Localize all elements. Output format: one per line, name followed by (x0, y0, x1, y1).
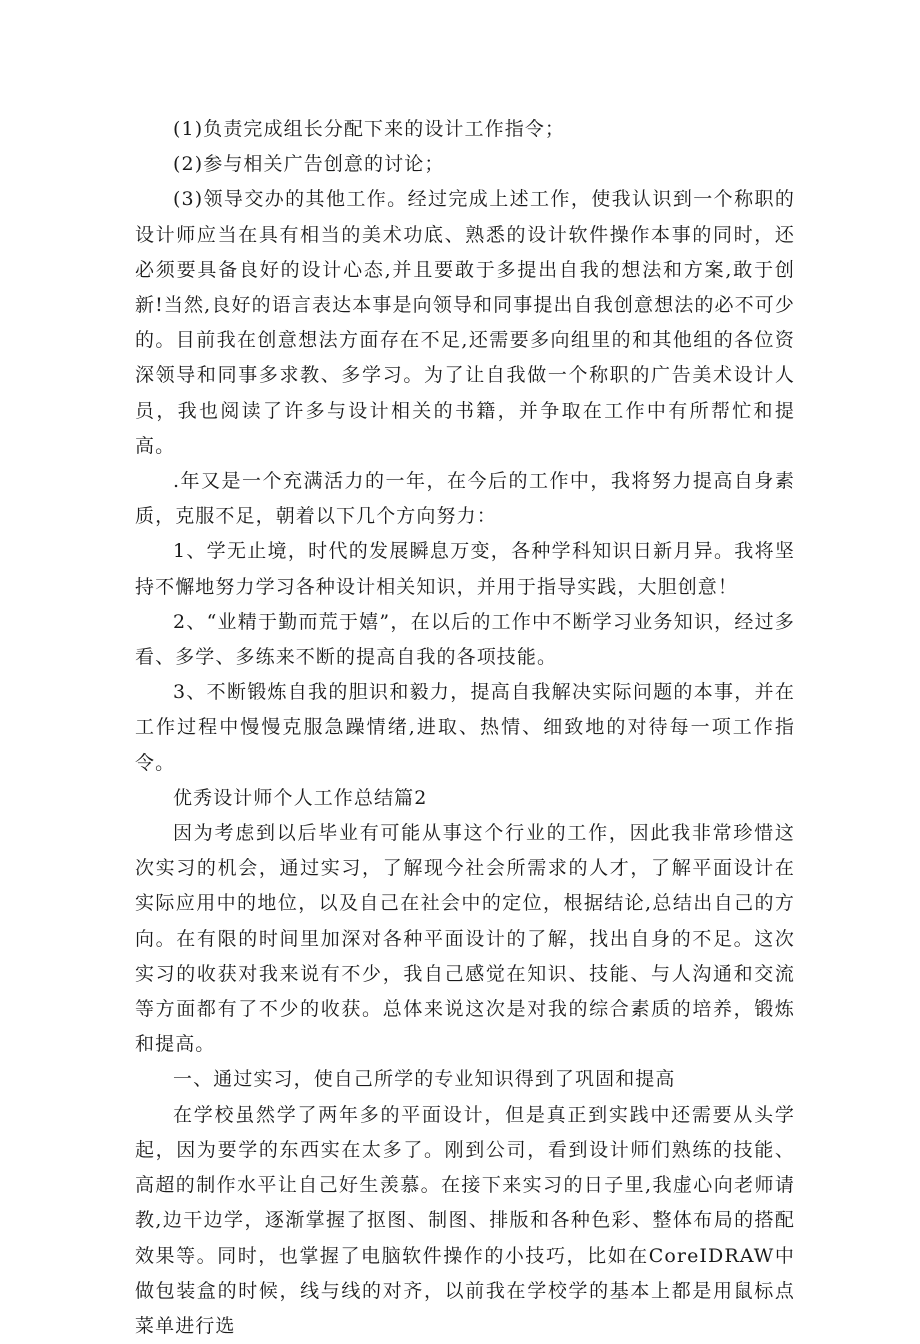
intro-paragraph: .年又是一个充满活力的一年，在今后的工作中，我将努力提高自身素质，克服不足，朝着以下几个方向努力： (135, 470, 795, 528)
list-item-2: (2)参与相关广告创意的讨论； (173, 153, 445, 176)
goal-item-1: 1、学无止境，时代的发展瞬息万变，各种学科知识日新月异。我将坚持不懈地努力学习各种设计相关知识，并用于指导实践，大胆创意！ (135, 540, 795, 598)
document-body (135, 112, 795, 1344)
section-title: 优秀设计师个人工作总结篇2 (173, 786, 428, 809)
list-item-1: (1)负责完成组长分配下来的设计工作指令； (173, 118, 566, 140)
section-paragraph: 因为考虑到以后毕业有可能从事这个行业的工作，因此我非常珍惜这次实习的机会，通过实习，了解现今社会所需求的人才，了解平面设计在实际应用中的地位，以及自己在社会中的定位，根据结论,总结出自己的方向。在有限的时间里加深对各种平面设计的了解，找出自身的不足。这次实习的收获对我来说有不少，我自己感觉在知识、技能、与人沟通和交流等方面都有了不少的收获。总体来说这次是对我的综合素质的培养，锻炼和提高。 (135, 822, 795, 1056)
goal-item-3: 3、不断锻炼自我的胆识和毅力，提高自我解决实际问题的本事，并在工作过程中慢慢克服急躁情绪,进取、热情、细致地的对待每一项工作指令。 (135, 681, 795, 774)
goal-item-2: 2、“业精于勤而荒于嬉”，在以后的工作中不断学习业务知识，经过多看、多学、多练来不断的提高自我的各项技能。 (135, 610, 795, 669)
list-item-3-paragraph: (3)领导交办的其他工作。经过完成上述工作，使我认识到一个称职的设计师应当在具有相当的美术功底、熟悉的设计软件操作本事的同时，还必须要具备良好的设计心态,并且要敢于多提出自我的想法和方案,敢于创新!当然,良好的语言表达本事是向领导和同事提出自我创意想法的必不可少的。目前我在创意想法方面存在不足,还需要多向组里的和其他组的各位资深领导和同事多求教、多学习。为了让自我做一个称职的广告美术设计人员，我也阅读了许多与设计相关的书籍，并争取在工作中有所帮忙和提高。 (135, 188, 795, 457)
subsection-paragraph: 在学校虽然学了两年多的平面设计，但是真正到实践中还需要从头学起，因为要学的东西实在太多了。刚到公司，看到设计师们熟练的技能、高超的制作水平让自己好生羡慕。在接下来实习的日子里,我虚心向老师请教,边干边学，逐渐掌握了抠图、制图、排版和各种色彩、整体布局的搭配效果等。同时，也掌握了电脑软件操作的小技巧，比如在CoreIDRAW中做包装盒的时候，线与线的对齐，以前我在学校学的基本上都是用鼠标点菜单进行选 (135, 1103, 795, 1337)
subsection-heading: 一、通过实习，使自己所学的专业知识得到了巩固和提高 (173, 1068, 676, 1091)
